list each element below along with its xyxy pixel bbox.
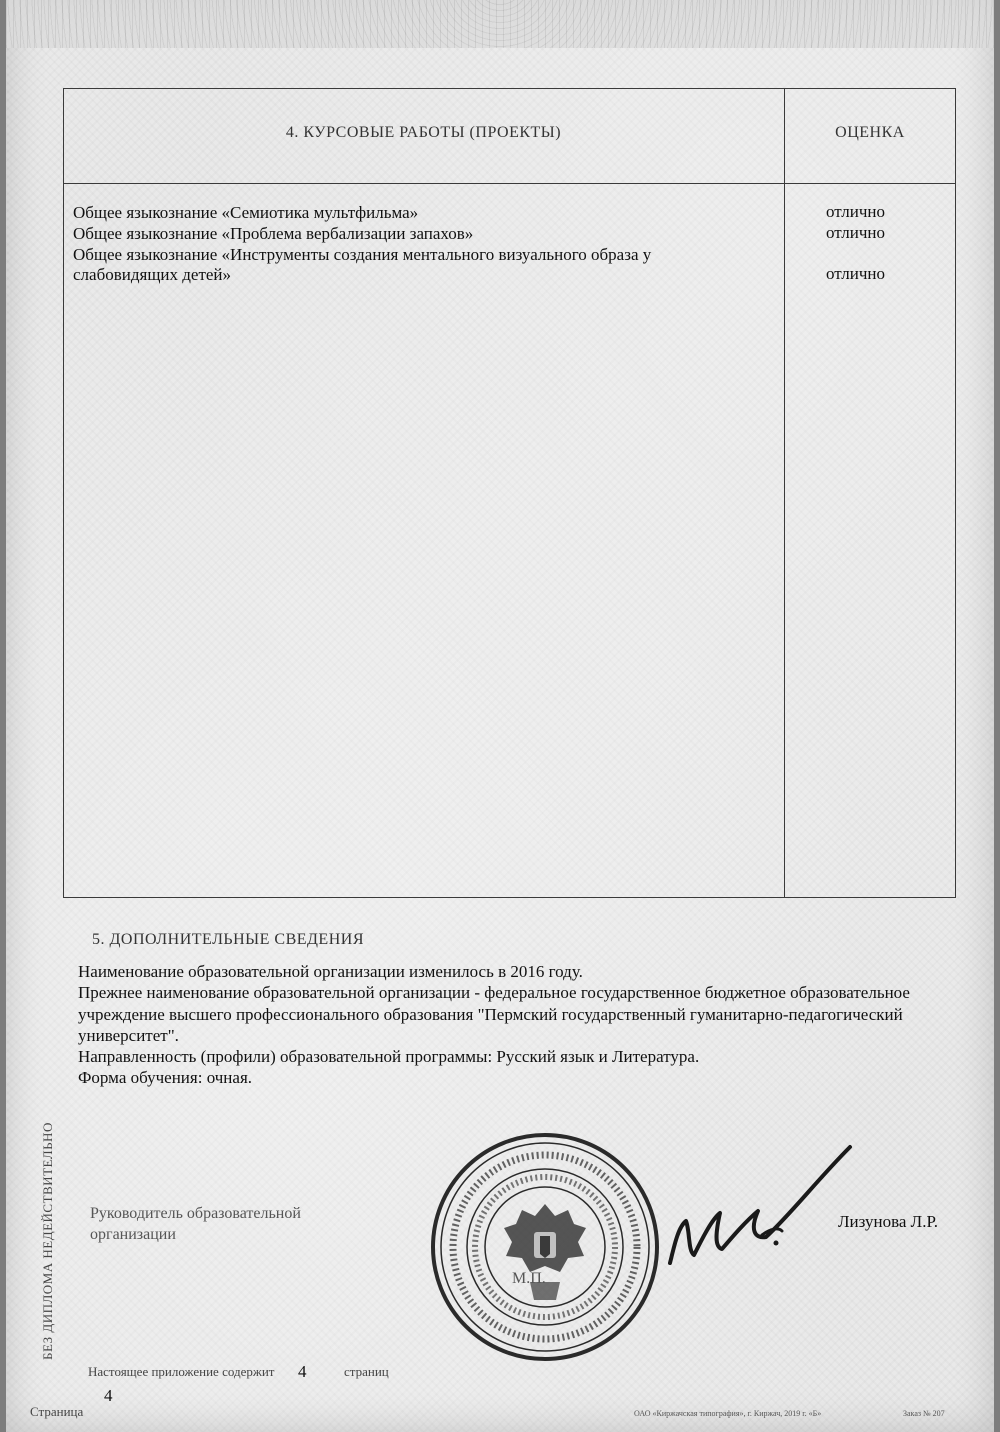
additional-info-line: Форма обучения: очная.: [78, 1068, 253, 1088]
guilloche-border: [6, 0, 994, 48]
additional-info-line: Прежнее наименование образовательной организации - федеральное государственное бюджетное образовательное учреждение высшего профессионального образования "Пермский государственный гуманитарно-педагогический университет".: [78, 983, 910, 1045]
order-info: Заказ № 207: [903, 1409, 945, 1418]
pages-count: 4: [298, 1362, 307, 1381]
signatory-name: Лизунова Л.Р.: [838, 1212, 939, 1231]
page-number: 4: [104, 1386, 113, 1405]
coursework-row-title: Общее языкознание «Инструменты создания ментального визуального образа у слабовидящих детей»: [73, 245, 652, 284]
official-seal-icon: [430, 1132, 660, 1362]
additional-info-body: [78, 961, 918, 1089]
coursework-row-grade: отлично: [826, 223, 886, 242]
printer-info: ОАО «Киржачская типография», г. Киржач, 2019 г. «Б»: [634, 1409, 822, 1418]
table-header-divider: [63, 183, 956, 184]
signatory-role: Руководитель образовательной организации: [90, 1205, 301, 1243]
coursework-row-grade: отлично: [826, 202, 886, 221]
additional-info-line: Направленность (профили) образовательной программы: Русский язык и Литература.: [78, 1047, 700, 1067]
stamp-label: М.П.: [512, 1270, 546, 1287]
sidebar-validity-note: БЕЗ ДИПЛОМА НЕДЕЙСТВИТЕЛЬНО: [40, 1122, 55, 1360]
coursework-row-title: Общее языкознание «Семиотика мультфильма»: [73, 203, 419, 222]
pages-word: страниц: [344, 1364, 389, 1379]
additional-info-title: 5. ДОПОЛНИТЕЛЬНЫЕ СВЕДЕНИЯ: [92, 931, 364, 948]
coursework-row-title: Общее языкознание «Проблема вербализации запахов»: [73, 224, 474, 243]
additional-info-line: Наименование образовательной организации изменилось в 2016 году.: [78, 962, 583, 981]
pages-statement: Настоящее приложение содержит: [88, 1364, 275, 1379]
coursework-header-title: 4. КУРСОВЫЕ РАБОТЫ (ПРОЕКТЫ): [285, 124, 562, 141]
table-column-divider: [784, 88, 785, 898]
page-label: Страница: [30, 1404, 84, 1419]
signature-icon: [650, 1135, 860, 1275]
coursework-row-grade: отлично: [826, 264, 886, 283]
coursework-header-grade: ОЦЕНКА: [835, 124, 905, 141]
